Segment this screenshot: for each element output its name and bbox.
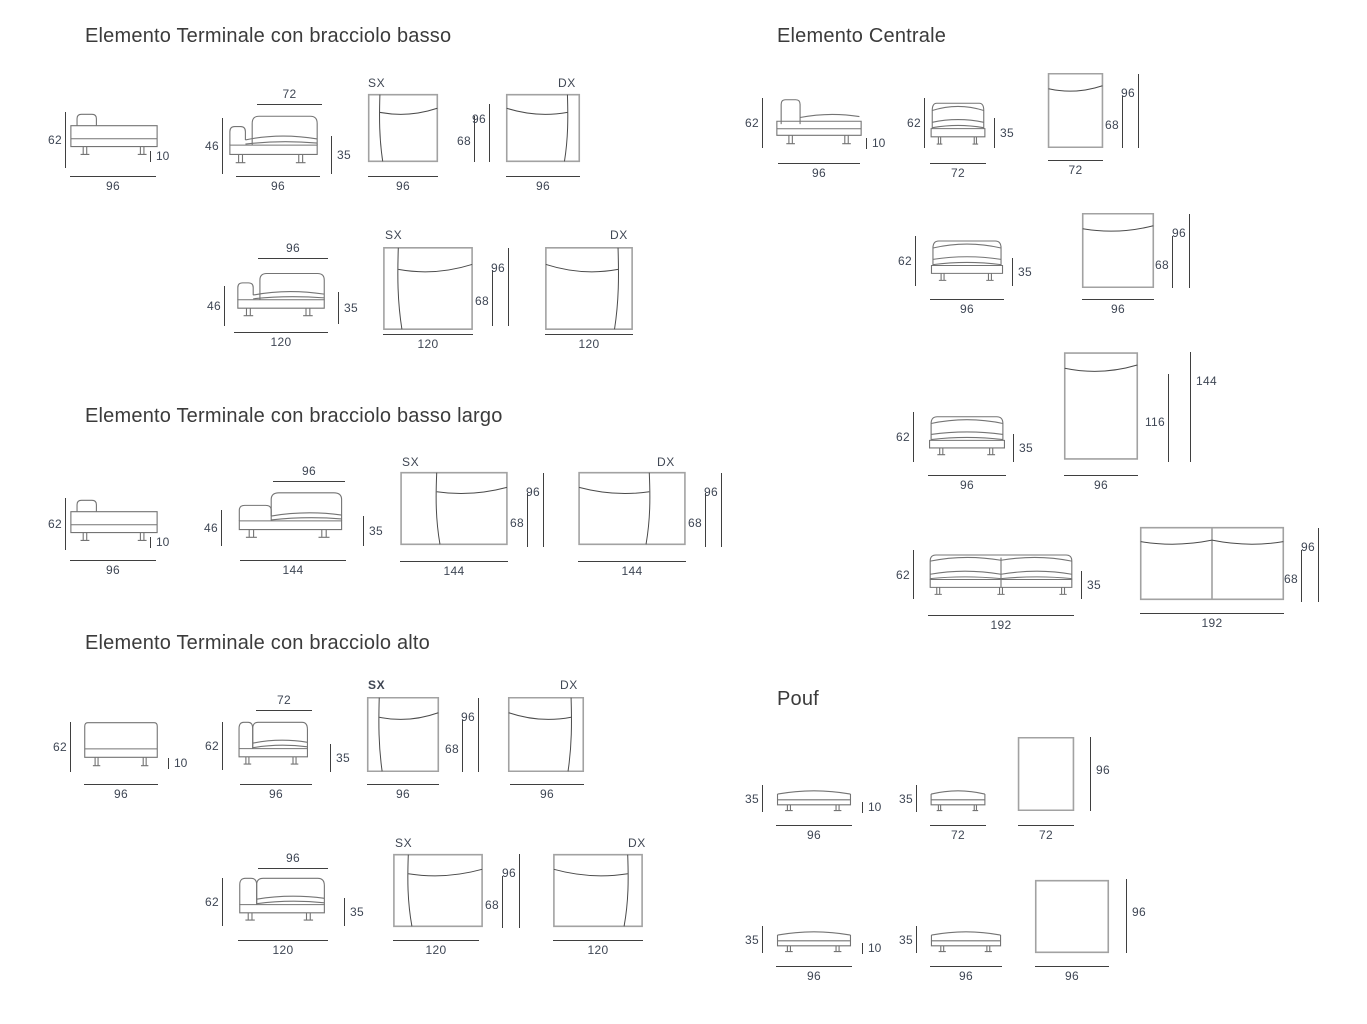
dim-depth-seat: 68 [1122,96,1123,148]
dim-height: 35 [1013,434,1014,462]
section-title-terminale-basso-largo: Elemento Terminale con bracciolo basso largo [85,405,503,427]
dim-depth-total: 96 [519,854,520,928]
dim-width: 72 [1018,825,1074,841]
dim-width-top: 96 [273,465,345,482]
dim-height: 46 [224,286,225,326]
top-view-sx-drawing [367,697,439,772]
dim-leg-height: 10 [150,149,169,163]
alto-side-view-drawing [84,718,158,776]
dim-depth-total: 96 [1189,214,1190,288]
top-view-sx-drawing [393,854,483,927]
top-view-sx-wide-arm-drawing [400,472,508,545]
dim-width: 96 [506,176,580,192]
dim-height: 46 [221,510,222,546]
top-view-dx-drawing [506,94,580,162]
dim-width-top: 72 [257,88,322,105]
top-view-two-seat-drawing [1140,527,1284,600]
dim-height: 35 [762,785,763,812]
orientation-tag: SX [368,76,386,90]
dim-depth-total: 96 [508,248,509,326]
section-title-terminale-alto: Elemento Terminale con bracciolo alto [85,632,430,654]
dim-height: 35 [916,785,917,812]
orientation-tag: DX [560,678,578,692]
orientation-tag: DX [657,455,675,469]
orientation-tag: DX [628,836,646,850]
dim-height: 35 [338,292,339,324]
dim-height: 62 [70,722,71,772]
dim-width: 144 [400,561,508,577]
centrale-side-view-drawing [776,96,862,154]
dim-width: 96 [1035,966,1109,982]
top-view-dx-drawing [545,247,633,330]
dim-width: 96 [930,966,1002,982]
dim-height: 35 [994,118,995,148]
dim-depth-total: 144 [1190,352,1191,462]
top-view-dx-drawing [553,854,643,927]
front-view-centrale-drawing [930,96,986,154]
front-view-high-arm-drawing [236,716,312,774]
dim-width: 72 [930,825,986,841]
dim-depth-seat: 68 [1172,236,1173,288]
dim-depth-seat: 116 [1168,374,1169,462]
dim-height: 62 [915,236,916,286]
dim-height: 96 [1090,737,1091,811]
section-title-terminale-basso: Elemento Terminale con bracciolo basso [85,25,452,47]
dim-width: 96 [240,784,312,800]
dim-depth-seat: 68 [462,720,463,772]
pouf-side-view-drawing [930,926,1002,954]
dim-width-top: 72 [256,694,312,711]
dim-depth-seat: 68 [492,270,493,326]
dim-width: 120 [234,332,328,348]
dim-height: 62 [924,98,925,148]
top-view-dx-drawing [508,697,584,772]
dim-height: 62 [913,412,914,462]
pouf-top-view-drawing [1035,880,1109,953]
dim-height: 46 [222,118,223,174]
dim-height: 96 [1126,879,1127,953]
dim-depth-total: 96 [489,104,490,162]
dim-width: 120 [238,940,328,956]
dim-width: 120 [553,940,643,956]
dim-height: 62 [913,550,914,599]
top-view-centrale-deep-drawing [1064,352,1138,460]
dim-width: 96 [776,825,852,841]
front-view-high-arm-drawing [236,872,330,930]
dim-width: 96 [70,560,156,576]
orientation-tag: SX [402,455,420,469]
dim-height: 35 [916,926,917,953]
dim-height: 35 [363,516,364,546]
orientation-tag: DX [610,228,628,242]
dim-width: 96 [236,176,320,192]
dim-leg-height: 10 [862,800,881,814]
front-view-two-seat-drawing [928,548,1074,604]
dim-height: 62 [222,722,223,770]
dim-width-top: 96 [258,852,328,869]
pouf-side-view-drawing [776,926,852,954]
dim-height: 35 [762,926,763,953]
pouf-side-view-drawing [776,785,852,813]
section-title-pouf: Pouf [777,688,819,710]
dim-width: 96 [930,299,1004,315]
chaise-side-view-drawing [70,496,158,550]
dim-leg-height: 10 [150,535,169,549]
dim-height: 35 [331,136,332,174]
dim-width: 72 [930,163,986,179]
dim-leg-height: 10 [866,136,885,150]
front-view-centrale-drawing [928,410,1006,464]
front-view-wide-arm-drawing [236,486,346,548]
dim-width: 120 [545,334,633,350]
dim-height: 62 [762,98,763,148]
dim-width: 120 [393,940,479,956]
orientation-tag: SX [368,678,386,692]
dim-height: 35 [1081,571,1082,599]
dim-width: 96 [70,176,156,192]
dim-width: 72 [1048,160,1103,176]
orientation-tag: SX [385,228,403,242]
dim-depth-total: 96 [721,473,722,547]
dim-height: 35 [1012,258,1013,286]
orientation-tag: SX [395,836,413,850]
dim-width: 96 [778,163,860,179]
dim-height: 62 [65,498,66,550]
dim-width: 96 [1064,475,1138,491]
dim-width: 144 [240,560,346,576]
dim-width: 96 [776,966,852,982]
dim-width: 96 [84,784,158,800]
dim-depth-seat: 68 [705,493,706,547]
dim-width-top: 96 [258,242,328,259]
front-view-centrale-drawing [930,234,1004,290]
dim-width: 120 [383,334,473,350]
top-view-centrale-drawing [1048,73,1103,148]
top-view-centrale-drawing [1082,213,1154,288]
dim-leg-height: 10 [862,941,881,955]
dim-width: 96 [928,475,1006,491]
dim-depth-total: 96 [478,698,479,772]
dim-depth-total: 96 [1318,528,1319,602]
dim-depth-total: 96 [543,473,544,547]
dim-width: 192 [928,615,1074,631]
section-title-centrale: Elemento Centrale [777,25,947,47]
top-view-dx-wide-arm-drawing [578,472,686,545]
dim-depth-total: 96 [1138,74,1139,148]
dim-height: 62 [222,878,223,926]
front-view-low-arm-drawing [226,108,323,174]
dim-width: 144 [578,561,686,577]
dim-leg-height: 10 [168,756,187,770]
dim-depth-seat: 68 [474,116,475,162]
pouf-top-view-drawing [1018,737,1074,811]
dim-width: 96 [368,176,438,192]
dim-depth-seat: 68 [527,493,528,547]
pouf-side-view-drawing [930,785,986,813]
top-view-sx-drawing [383,247,473,330]
dim-width: 96 [1082,299,1154,315]
dim-width: 96 [510,784,584,800]
top-view-sx-drawing [368,94,438,162]
chaise-side-view-drawing [70,110,158,164]
dim-depth-seat: 68 [502,876,503,928]
dim-width: 192 [1140,613,1284,629]
dim-height: 62 [65,112,66,168]
dim-height: 35 [344,898,345,926]
orientation-tag: DX [558,76,576,90]
front-view-low-arm-drawing [234,266,330,326]
dim-depth-seat: 68 [1301,550,1302,602]
dim-width: 96 [367,784,439,800]
dim-height: 35 [330,744,331,772]
